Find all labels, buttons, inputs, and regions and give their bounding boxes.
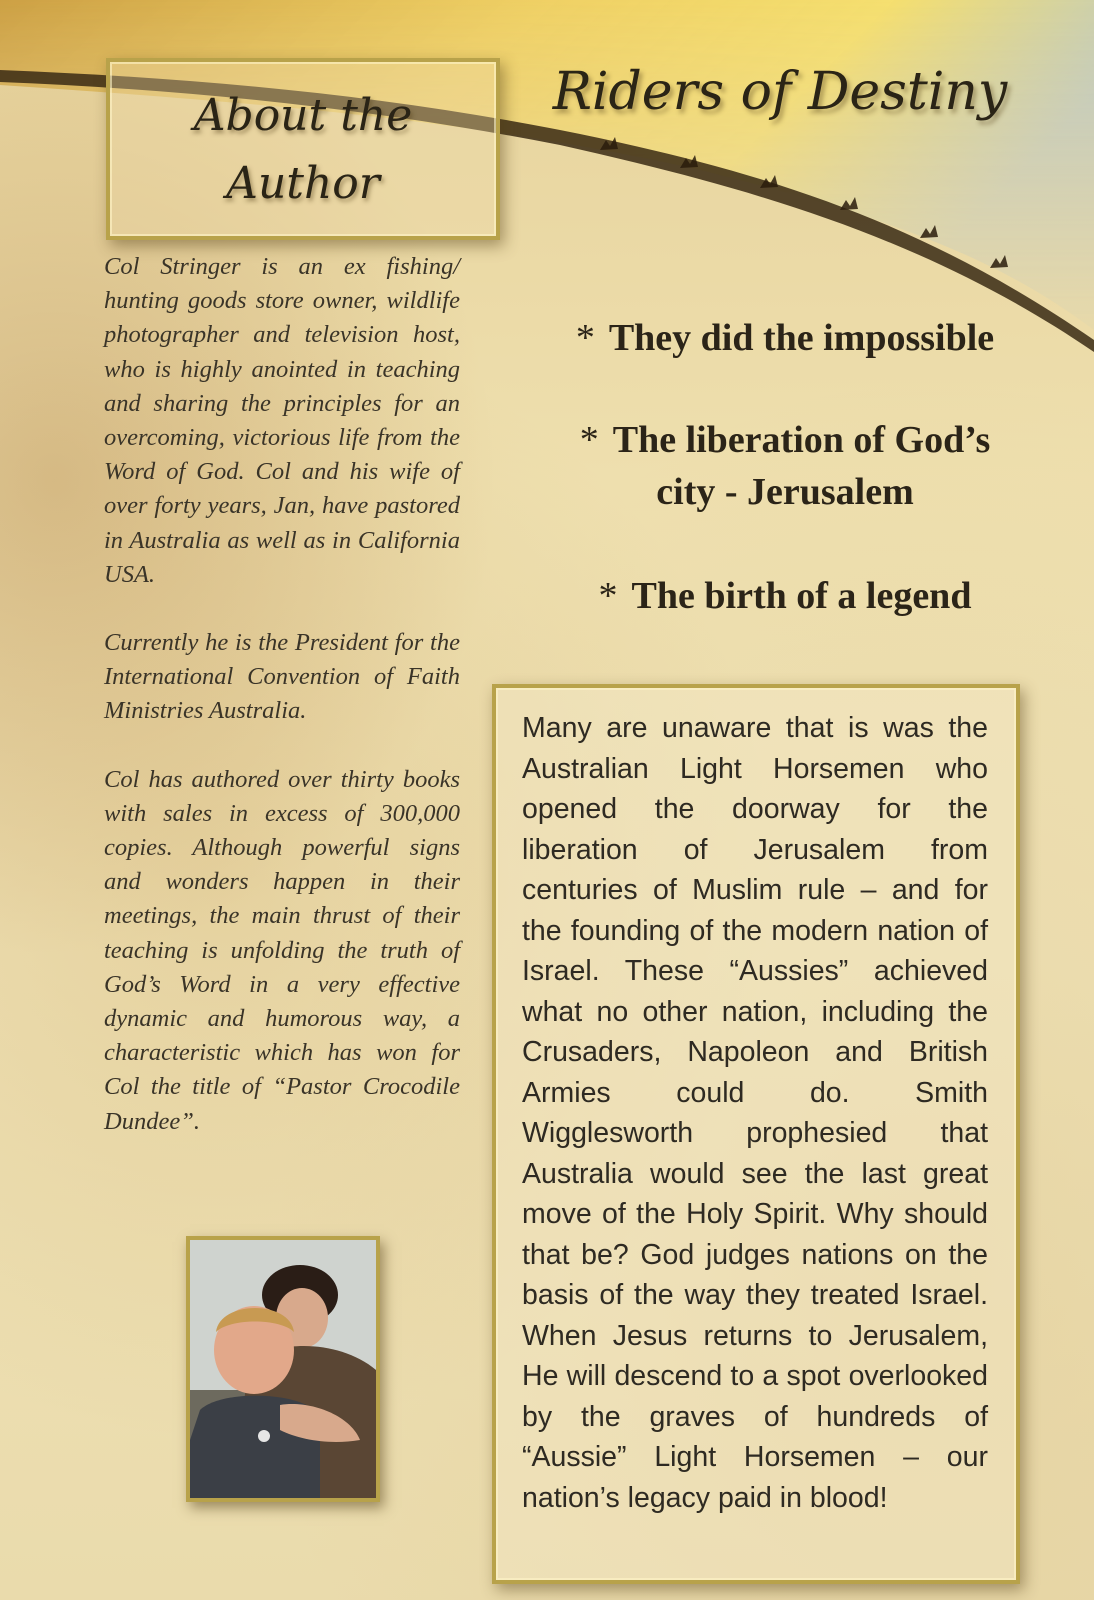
about-heading-line1: About the xyxy=(193,90,413,141)
about-author-heading xyxy=(110,82,496,218)
bio-paragraph: Col has authored over thirty books with sales in excess of 300,000 copies. Although powerful signs and wonders happen in their meetings, the main thrust of their teaching is unfolding the truth of God’s Word in a very effective dynamic and humorous way, a characteristic which has won for Col the title of “Pastor Crocodile Dundee”. xyxy=(104,765,460,1135)
about-heading-line2: Author xyxy=(226,158,380,209)
bio-paragraph: Col Stringer is an ex fishing/ hunting goods store owner, wildlife photographer and television host, who is highly anointed in teaching and sharing the principles for an overcoming, victorious life from the Word of God. Col and his wife of over forty years, Jan, have pastored in Australia as well as in California USA. xyxy=(104,253,460,588)
highlight-text: They did the impossible xyxy=(608,317,995,359)
highlights-list xyxy=(510,312,1060,622)
highlight-item xyxy=(510,570,1060,622)
bio-paragraph: Currently he is the President for the International Convention of Faith Ministries Australia. xyxy=(104,629,460,725)
highlight-text: city - Jerusalem xyxy=(656,471,914,513)
book-title: Riders of Destiny xyxy=(552,62,1008,122)
book-description: Many are unaware that is was the Australian Light Horsemen who opened the doorway for the liberation of Jerusalem from centuries of Muslim rule – and for the founding of the modern nation of Israel. These “Aussies” achieved what no other nation, including the Crusaders, Napoleon and British Armies could do. Smith Wigglesworth prophesied that Australia would see the last great move of the Holy Spirit. Why should that be? God judges nations on the basis of the way they treated Israel. When Jesus returns to Jerusalem, He will descend to a spot overlooked by the graves of hundreds of “Aussie” Light Horsemen – our nation’s legacy paid in blood! xyxy=(522,712,988,1514)
author-photo xyxy=(186,1236,380,1502)
bullet-star: * xyxy=(598,575,618,617)
bullet-star: * xyxy=(579,419,599,461)
author-bio xyxy=(104,250,460,1173)
about-author-frame xyxy=(106,58,500,240)
highlight-text: The liberation of God’s xyxy=(612,419,991,461)
highlight-item xyxy=(510,414,1060,518)
highlight-item xyxy=(510,312,1060,364)
bullet-star: * xyxy=(575,317,595,359)
author-couple-photo-icon xyxy=(190,1240,376,1498)
highlight-text: The birth of a legend xyxy=(631,575,972,617)
